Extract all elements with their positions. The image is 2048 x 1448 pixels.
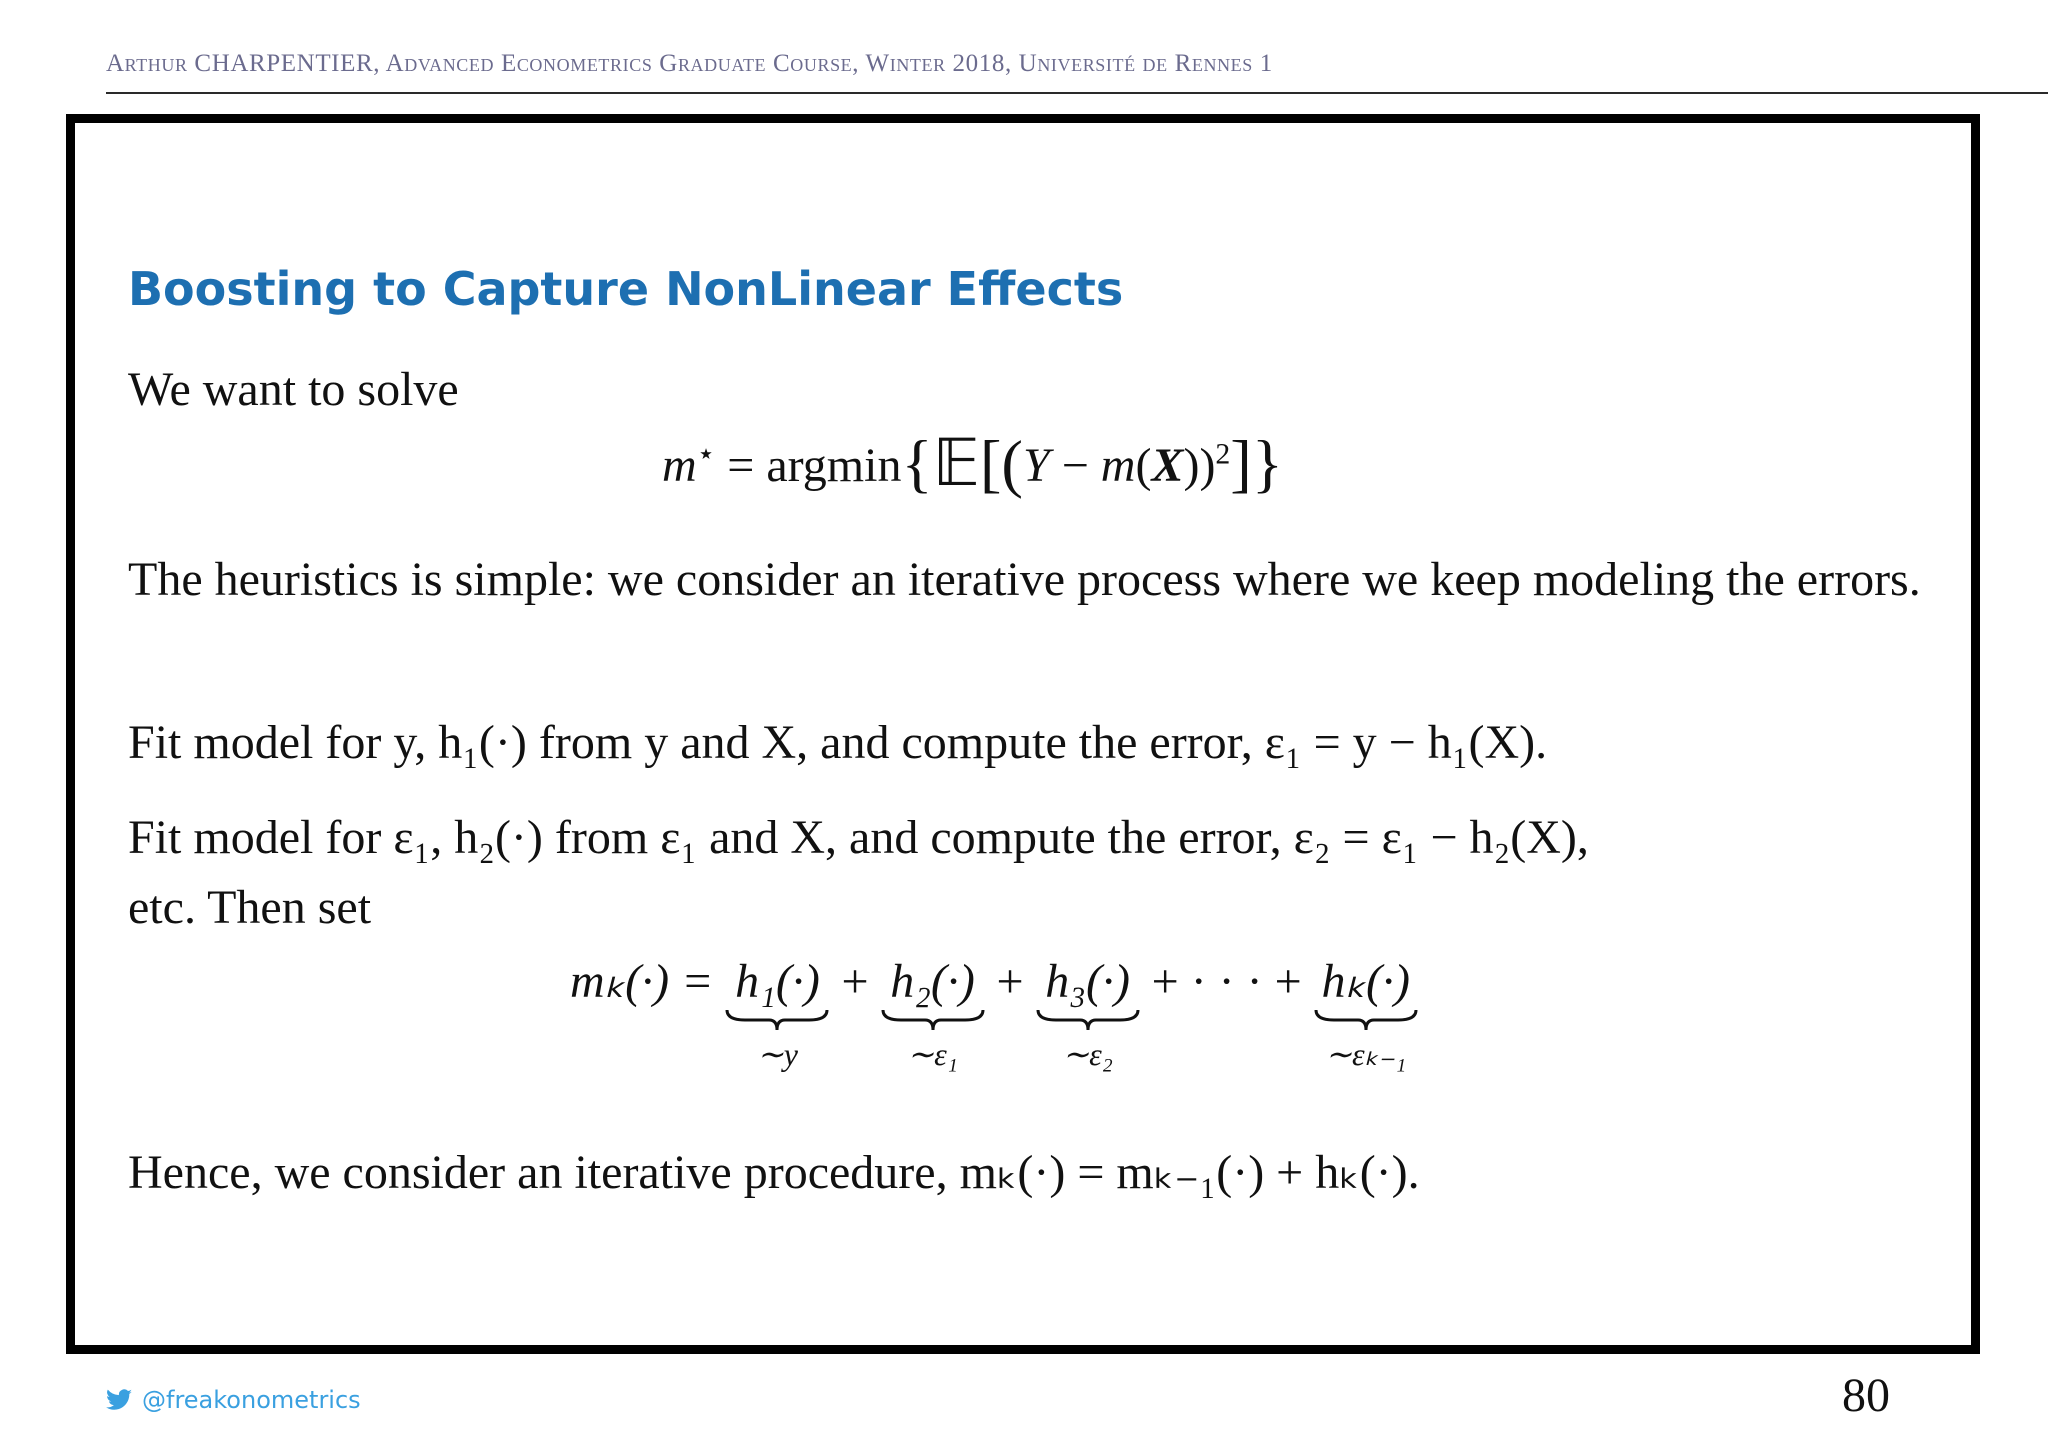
eq1-close: )) [1183, 439, 1216, 493]
footer-twitter-handle[interactable] [106, 1386, 361, 1414]
under-label-2: ∼ε₁ [907, 1036, 958, 1072]
eq2-term-2: h₂(·) ∼ε₁ [881, 958, 985, 1032]
eq2-lhs: mₖ(·) = [570, 955, 714, 1008]
intro-text: We want to solve [128, 363, 459, 416]
handle-text: @freakonometrics [142, 1386, 361, 1414]
fit-step-1: Fit model for y, h₁(·) from y and X, and compute the error, ε₁ = y − h₁(X). [128, 716, 1548, 769]
running-header: Arthur CHARPENTIER, Advanced Econometrics Graduate Course, Winter 2018, Université de Rennes 1 [106, 50, 1273, 77]
eq1-minus: − [1049, 439, 1101, 493]
fit-step-2: Fit model for ε₁, h₂(·) from ε₁ and X, and compute the error, ε₂ = ε₁ − h₂(X), [128, 811, 1589, 864]
eq2-plus-1: + [841, 955, 869, 1008]
eq1-open: ( [1135, 439, 1152, 493]
conclusion-text: Hence, we consider an iterative procedure, mₖ(·) = mₖ₋₁(·) + hₖ(·). [128, 1146, 1420, 1199]
eq2-term-k: hₖ(·) ∼εₖ₋₁ [1314, 958, 1418, 1032]
header-rule [106, 92, 2048, 94]
eq1-X: X [1151, 439, 1184, 493]
eq2-plus-2: + [996, 955, 1024, 1008]
eq1-m: m [1100, 439, 1136, 493]
under-label-1: ∼y [756, 1036, 798, 1072]
underbrace-2 [881, 1008, 985, 1032]
eq2-term-1: h₁(·) ∼y [725, 958, 829, 1032]
eq1-rhs-post: ]} [1230, 428, 1283, 500]
under-label-k: ∼εₖ₋₁ [1325, 1036, 1407, 1072]
twitter-bird-icon [106, 1389, 132, 1411]
heuristic-text: The heuristics is simple: we consider an iterative process where we keep modeling the errors. [128, 553, 1921, 606]
eq2-dots: + · · · + [1151, 955, 1302, 1008]
eq1-Y: Y [1023, 439, 1050, 493]
eq1-lhs: m [662, 439, 697, 493]
underbrace-1 [725, 1008, 829, 1032]
underbrace-k [1314, 1008, 1418, 1032]
fit-step-2-cont: etc. Then set [128, 881, 372, 934]
eq1-star: ⋆ [696, 437, 716, 471]
slide-title: Boosting to Capture NonLinear Effects [128, 262, 1124, 316]
eq2-term-3: h₃(·) ∼ε₂ [1036, 958, 1140, 1032]
underbrace-3 [1036, 1008, 1140, 1032]
eq1-rhs-pre: {𝔼[( [901, 428, 1023, 500]
page-number: 80 [1842, 1369, 1890, 1422]
boosting-sum-equation [570, 955, 1418, 1072]
eq1-argmin: = argmin [715, 439, 902, 493]
under-label-3: ∼ε₂ [1062, 1036, 1113, 1072]
eq1-power: 2 [1215, 437, 1231, 471]
objective-equation [662, 428, 1283, 500]
